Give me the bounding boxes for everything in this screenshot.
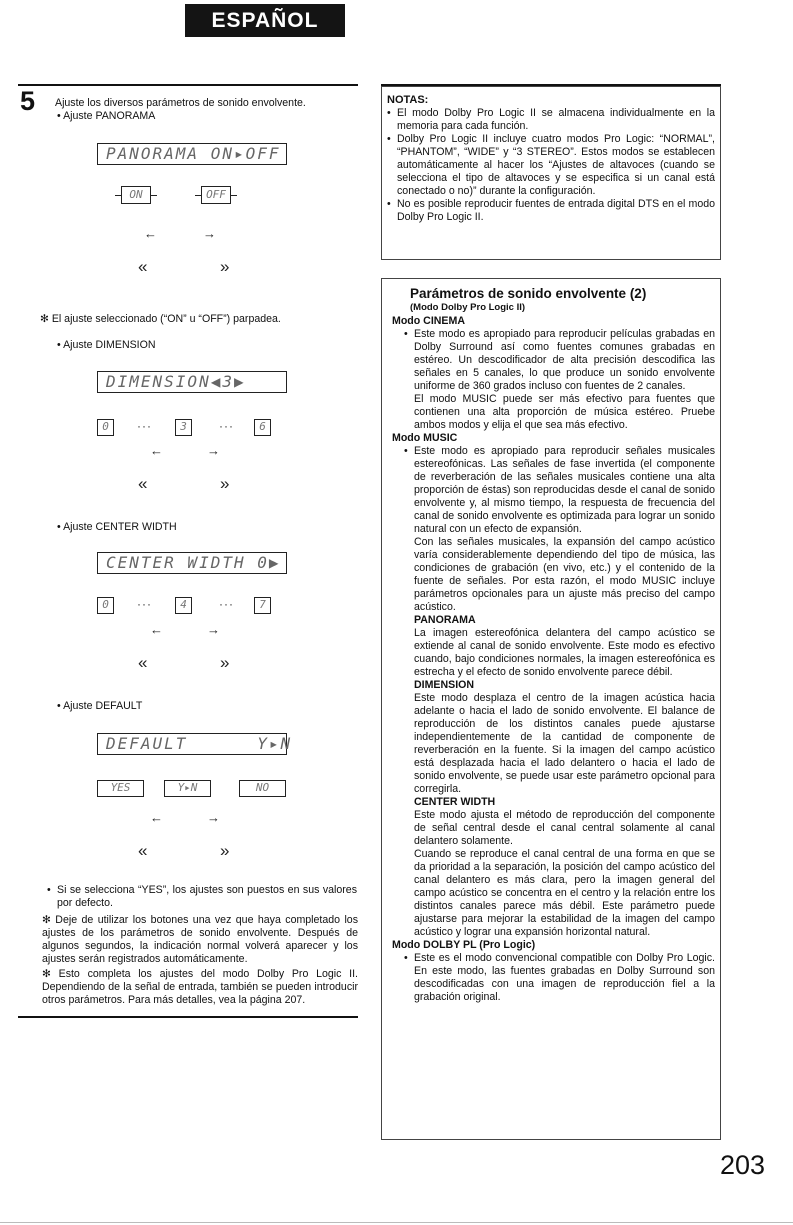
center-width-label: Ajuste CENTER WIDTH <box>63 521 177 533</box>
panorama-off-flash: OFF <box>201 186 231 204</box>
panorama-heading: PANORAMA <box>414 614 476 626</box>
center-width-heading: CENTER WIDTH <box>414 796 496 808</box>
panorama-blink-note: ✻ El ajuste seleccionado (“ON” u “OFF”) parpadea. <box>40 313 281 325</box>
arrow-left-icon: ← <box>150 443 163 458</box>
knob-left-icon: « <box>138 653 148 672</box>
knob-left-icon: « <box>138 474 148 493</box>
dimension-value-default: 3 <box>175 419 192 436</box>
flash-tick <box>115 195 121 196</box>
center-width-value-max: 7 <box>254 597 271 614</box>
notes-box <box>381 86 721 260</box>
dimension-text: Este modo desplaza el centro de la imagen acústica hacia adelante o hacia el lado de sonido envolvente. El balance de reproducción de los distintos canales puede ajustarse independientemente de la cantidad de componente de reverberación en la fuente. Si la imagen del campo acústico está desplazada hacia el lado delantero o hacia el lado de sonido envolvente, se puede usar este parámetro opcional para corregirla. <box>414 692 715 795</box>
ellipsis: ··· <box>137 419 152 433</box>
center-width-text-1: Este modo ajusta el método de reproducción del componente de señal central desde el canal central solamente al canal delantero solamente. <box>414 809 715 847</box>
default-label: Ajuste DEFAULT <box>63 700 143 712</box>
flash-tick <box>231 195 237 196</box>
default-option-yes: YES <box>97 780 144 797</box>
flash-tick <box>195 195 201 196</box>
default-label-row: • Ajuste DEFAULT <box>57 700 143 712</box>
ellipsis: ··· <box>219 419 234 433</box>
step-number: 5 <box>20 86 36 116</box>
knob-left-icon: « <box>138 841 148 860</box>
dolby-pl-p1: • Este es el modo convencional compatible con Dolby Pro Logic. En este modo, las fuentes grabadas en Dolby Surround son descodificadas con una imagen de reproducción fiel a la grabación original. <box>404 952 715 1004</box>
dimension-value-max: 6 <box>254 419 271 436</box>
knob-right-icon: » <box>220 841 230 860</box>
default-lcd: DEFAULT Y▸N <box>97 733 287 755</box>
cinema-heading: Modo CINEMA <box>392 315 465 327</box>
params-subtitle: (Modo Dolby Pro Logic II) <box>410 302 526 313</box>
ellipsis: ··· <box>219 597 234 611</box>
page-bottom-edge <box>0 1222 793 1223</box>
music-p1: • Este modo es apropiado para reproducir señales musicales estereofónicas. Las señales de fase invertida (el componente de reverberación de las señales musicales contiene una alta proporción de éstas) son reproducidas desde el canal de sonido envolvente y, al mismo tiempo, la respuesta de frecuencia del canal de sonido envolvente es optimizada para lograr un sonido natural con un efecto de expansión. <box>404 445 715 536</box>
panorama-label-row: • Ajuste PANORAMA <box>57 110 156 122</box>
finish-note: ✻ Deje de utilizar los botones una vez que haya completado los ajustes de los parámetros de sonido envolvente. Después de algunos segundos, la indicación normal volverá aparecer y los ajustes serán registrados automáticamente. <box>42 914 358 965</box>
music-heading: Modo MUSIC <box>392 432 458 444</box>
dimension-value-min: 0 <box>97 419 114 436</box>
default-option-current: Y▸N <box>164 780 211 797</box>
arrow-left-icon: ← <box>144 226 157 241</box>
center-width-value-min: 0 <box>97 597 114 614</box>
arrow-left-icon: ← <box>150 810 163 825</box>
default-yes-text: • Si se selecciona “YES”, los ajustes son puestos en sus valores por defecto. <box>47 884 357 910</box>
default-yes-bullet <box>47 884 357 910</box>
panorama-lcd: PANORAMA ON▸OFF <box>97 143 287 165</box>
note-item: • Dolby Pro Logic II incluye cuatro modos Pro Logic: “NORMAL”, “PHANTOM”, “WIDE” y “3 STEREO”. Estos modos se establecen automáticamente al hacer los “Ajustes de altavoces (cuando se selecciona el tipo de altavoces y se especifica si un canal está conectado o no)” durante la configuración. <box>387 133 715 198</box>
step-intro: Ajuste los diversos parámetros de sonido envolvente. <box>55 97 306 109</box>
arrow-right-icon: → <box>207 810 220 825</box>
note-item: • El modo Dolby Pro Logic II se almacena individualmente en la memoria para cada función. <box>387 107 715 133</box>
knob-left-icon: « <box>138 257 148 276</box>
arrow-right-icon: → <box>207 443 220 458</box>
dimension-label: Ajuste DIMENSION <box>63 339 156 351</box>
knob-right-icon: » <box>220 257 230 276</box>
dolby-pl-heading: Modo DOLBY PL (Pro Logic) <box>392 939 536 951</box>
language-tab: ESPAÑOL <box>185 4 345 37</box>
top-rule-left <box>18 84 358 86</box>
params-body <box>392 315 715 1004</box>
cinema-p2: El modo MUSIC puede ser más efectivo para fuentes que contienen una alta proporción de música estéreo. Pruebe ambos modos y elija el que sea más efectivo. <box>414 393 715 431</box>
panorama-on-flash: ON <box>121 186 151 204</box>
page-number: 203 <box>719 1150 765 1180</box>
center-width-text-2: Cuando se reproduce el canal central de una forma en que se da prioridad a la separación, la posición del campo acústico del canal delantero es más clara, pero la imagen general del campo acústico se concentra en el centro y la relación entre los distintos canales parece más débil. Este parámetro puede ajustarse para mejorar la estabilidad de la imagen del campo acústico y lograr una expansión horizontal natural. <box>414 848 715 938</box>
cinema-p1: • Este modo es apropiado para reproducir películas grabadas en Dolby Surround así como fuentes comunes grabadas en estéreo. Un descodificador de alta precisión descodifica las señales en 5 canales, lo que produce un sonido envolvente uniforme de 360 grados incluso con fuentes de 2 canales. <box>404 328 715 393</box>
arrow-left-icon: ← <box>150 622 163 637</box>
dimension-heading: DIMENSION <box>414 679 475 691</box>
panorama-text: La imagen estereofónica delantera del campo acústico se extiende al canal de sonido envolvente. Este modo es efectivo cuando, bajo condiciones normales, la imagen estereofónica es estrecha y el efecto de sonido envolvente parece débil. <box>414 627 715 678</box>
dimension-label-row: • Ajuste DIMENSION <box>57 339 156 351</box>
default-option-no: NO <box>239 780 286 797</box>
notes-list <box>387 107 715 224</box>
params-title: Parámetros de sonido envolvente (2) <box>410 286 647 301</box>
panorama-label: Ajuste PANORAMA <box>63 110 156 122</box>
note-item: • No es posible reproducir fuentes de entrada digital DTS en el modo Dolby Pro Logic II. <box>387 198 715 224</box>
music-p2: Con las señales musicales, la expansión del campo acústico varía considerablemente dependiendo del tipo de música, las condiciones de grabación (en vivo, etc.) y el contenido de la fuente de señales. Por esta razón, el modo MUSIC incluye parámetros opcionales para un ajuste más preciso del campo acústico. <box>414 536 715 613</box>
arrow-right-icon: → <box>207 622 220 637</box>
arrow-right-icon: → <box>203 226 216 241</box>
dimension-lcd: DIMENSION◀3▶ <box>97 371 287 393</box>
bottom-rule-left <box>18 1016 358 1018</box>
center-width-lcd: CENTER WIDTH 0▶ <box>97 552 287 574</box>
flash-tick <box>151 195 157 196</box>
center-width-value-default: 4 <box>175 597 192 614</box>
notes-title: NOTAS: <box>387 94 429 106</box>
complete-note: ✻ Esto completa los ajustes del modo Dolby Pro Logic II. Dependiendo de la señal de entrada, también se pueden introducir otros parámetros. Para más detalles, vea la página 207. <box>42 968 358 1006</box>
knob-right-icon: » <box>220 474 230 493</box>
surround-params-box <box>381 278 721 1140</box>
ellipsis: ··· <box>137 597 152 611</box>
knob-right-icon: » <box>220 653 230 672</box>
center-width-label-row: • Ajuste CENTER WIDTH <box>57 521 177 533</box>
